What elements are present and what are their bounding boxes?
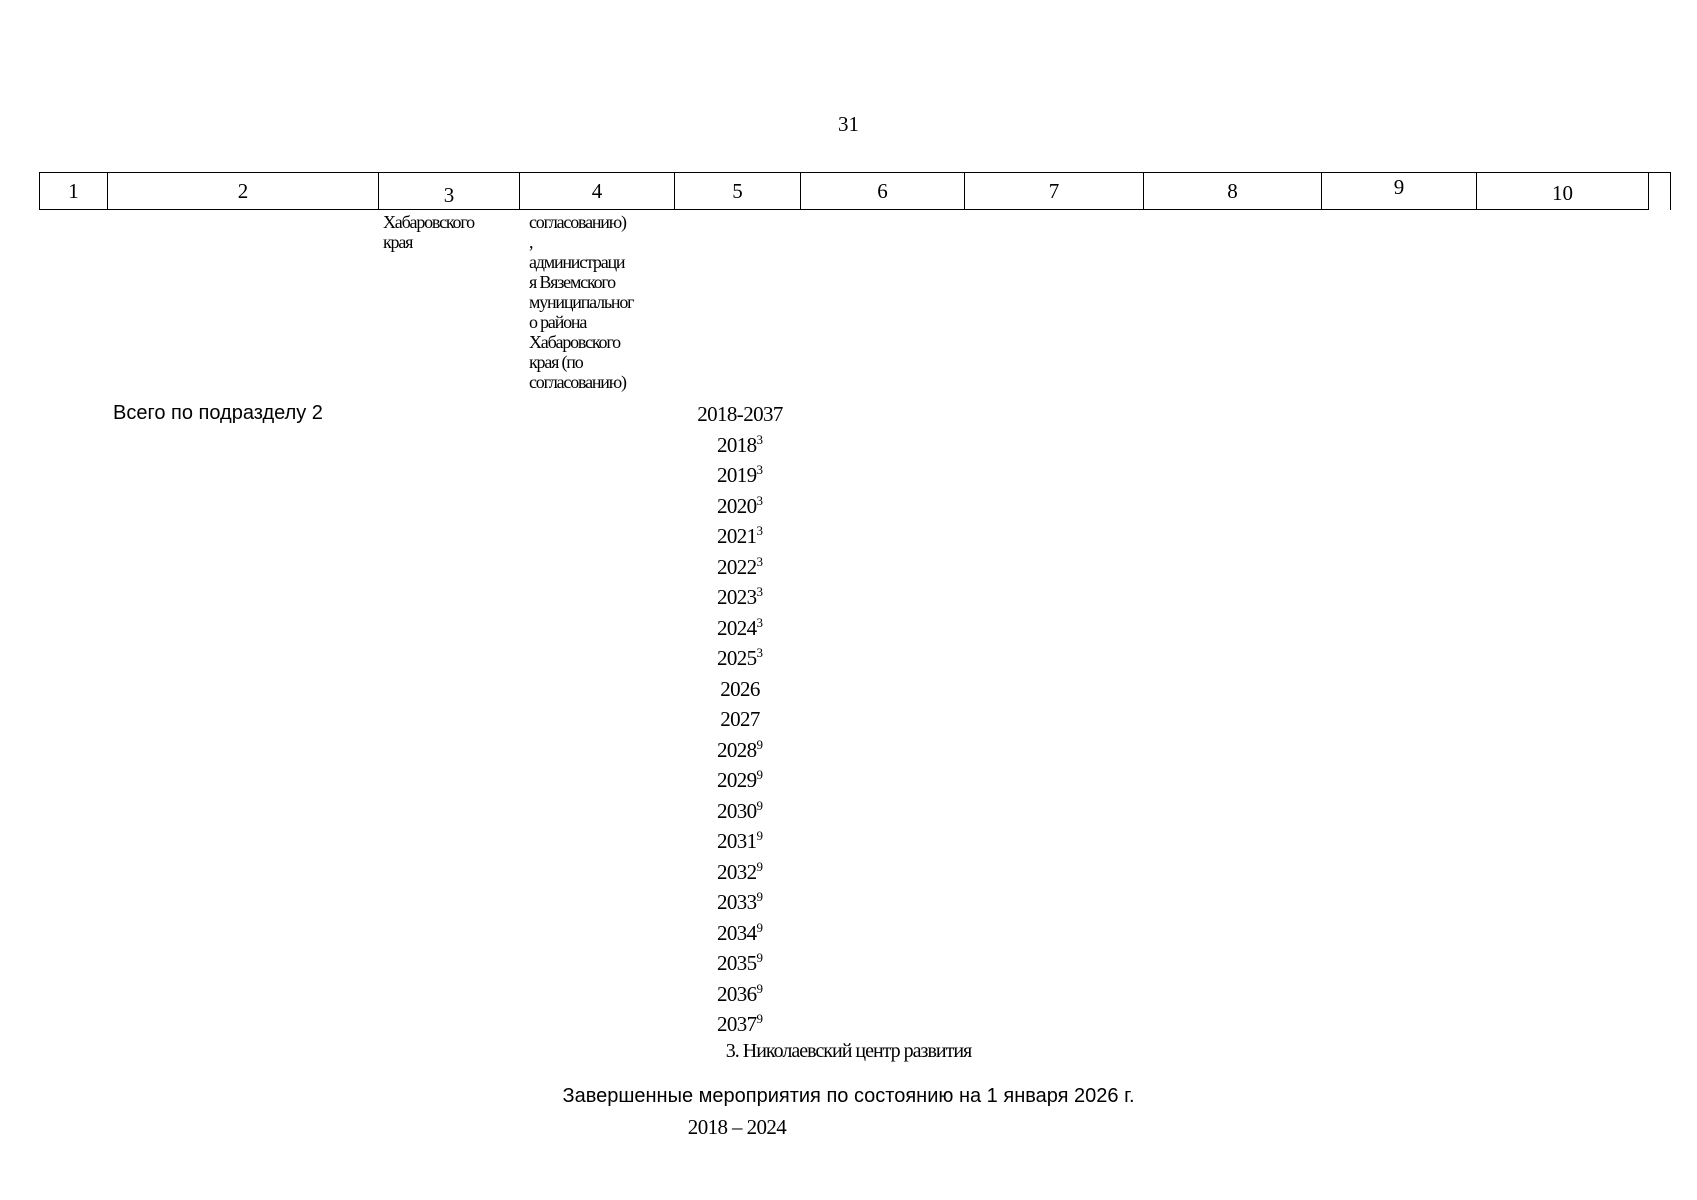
row-year <box>680 951 800 976</box>
row-year <box>680 463 800 488</box>
row-year-text: 2019 <box>716 463 757 487</box>
col4-line: согласованию) <box>529 212 626 232</box>
row-year <box>680 433 800 458</box>
row-year <box>680 921 800 946</box>
row-year <box>680 585 800 610</box>
row-year <box>680 524 800 549</box>
section-title: 3. Николаевский центр развития <box>725 1040 972 1062</box>
header-col-9: 9 <box>1322 173 1477 210</box>
row-year-text: 2018 <box>716 432 757 457</box>
row-year-text: 2022 <box>716 554 757 579</box>
footnote-ref: 3 <box>756 492 764 508</box>
col4-line: Хабаровского <box>529 332 620 352</box>
row-year-text: 2033 <box>716 890 757 914</box>
col3-line: Хабаровского <box>383 212 474 232</box>
row-year <box>680 646 800 671</box>
row-year <box>680 616 800 641</box>
row-year <box>680 707 800 732</box>
row-year-text: 2023 <box>716 585 757 609</box>
column-number-header <box>39 172 1671 210</box>
row-year <box>680 890 800 915</box>
footnote-ref: 3 <box>756 553 764 569</box>
header-col-5: 5 <box>675 173 801 210</box>
row-year-text: 2031 <box>716 829 757 853</box>
row-year-text: 2025 <box>716 646 757 670</box>
col4-line: я Вяземского <box>529 272 615 292</box>
header-col-1: 1 <box>40 173 108 210</box>
footnote-ref: 9 <box>756 980 764 996</box>
row-year <box>680 799 800 824</box>
subtotal-label: Всего по подразделу 2 <box>113 402 323 424</box>
footnote-ref: 9 <box>756 919 764 935</box>
section-subtitle: Завершенные мероприятия по состоянию на 1 января 2026 г. <box>562 1085 1135 1107</box>
row-year-text: 2034 <box>716 920 757 945</box>
row-year-text: 2024 <box>716 615 757 640</box>
row-year <box>680 829 800 854</box>
header-row <box>40 173 1671 210</box>
row-year <box>680 555 800 580</box>
footnote-ref: 9 <box>756 767 764 782</box>
row-year-text: 2020 <box>716 493 757 518</box>
footnote-ref: 3 <box>756 645 764 660</box>
footnote-ref: 9 <box>756 950 764 965</box>
row-year-text: 2021 <box>716 524 757 548</box>
footnote-ref: 3 <box>756 614 764 630</box>
col4-line: , <box>529 232 533 252</box>
completed-period: 2018 – 2024 <box>687 1115 787 1139</box>
row-year <box>680 1012 800 1037</box>
header-col-6: 6 <box>801 173 965 210</box>
footnote-ref: 3 <box>756 523 764 538</box>
header-col-3: 3 <box>379 173 520 210</box>
row-year-text: 2018-2037 <box>697 402 783 426</box>
row-year <box>680 677 800 702</box>
header-col-7: 7 <box>965 173 1144 210</box>
col4-continuation <box>529 212 664 392</box>
row-year-text: 2029 <box>716 768 757 792</box>
col4-line: муниципальног <box>529 292 634 312</box>
row-year <box>680 494 800 519</box>
row-year <box>680 738 800 763</box>
row-year <box>680 402 800 427</box>
header-col-extra <box>1649 173 1671 210</box>
row-year <box>680 982 800 1007</box>
footnote-ref: 9 <box>756 797 764 813</box>
row-year <box>680 768 800 793</box>
col4-line: о района <box>529 312 587 332</box>
row-year-text: 2027 <box>720 707 760 731</box>
footnote-ref: 3 <box>756 462 764 477</box>
row-year-text: 2030 <box>716 798 757 823</box>
header-col-4: 4 <box>520 173 675 210</box>
row-year-text: 2035 <box>716 951 757 975</box>
footnote-ref: 3 <box>756 584 764 599</box>
col4-line: согласованию) <box>529 372 626 392</box>
footnote-ref: 3 <box>756 431 764 447</box>
row-year-text: 2028 <box>716 737 757 762</box>
header-col-10: 10 <box>1477 173 1649 210</box>
footnote-ref: 9 <box>756 1011 764 1026</box>
col4-line: администраци <box>529 252 625 272</box>
page-number: 31 <box>838 112 859 136</box>
row-year-text: 2036 <box>716 981 757 1006</box>
footnote-ref: 9 <box>756 828 764 843</box>
row-year-text: 2037 <box>716 1012 757 1036</box>
col3-continuation <box>383 212 513 252</box>
row-year <box>680 860 800 885</box>
footnote-ref: 9 <box>756 889 764 904</box>
footnote-ref: 9 <box>756 858 764 874</box>
header-col-8: 8 <box>1144 173 1322 210</box>
header-col-2: 2 <box>108 173 379 210</box>
row-year-text: 2026 <box>720 676 760 701</box>
col4-line: края (по <box>529 352 583 372</box>
footnote-ref: 9 <box>756 736 764 752</box>
row-year-text: 2032 <box>716 859 757 884</box>
col3-line: края <box>383 232 413 252</box>
